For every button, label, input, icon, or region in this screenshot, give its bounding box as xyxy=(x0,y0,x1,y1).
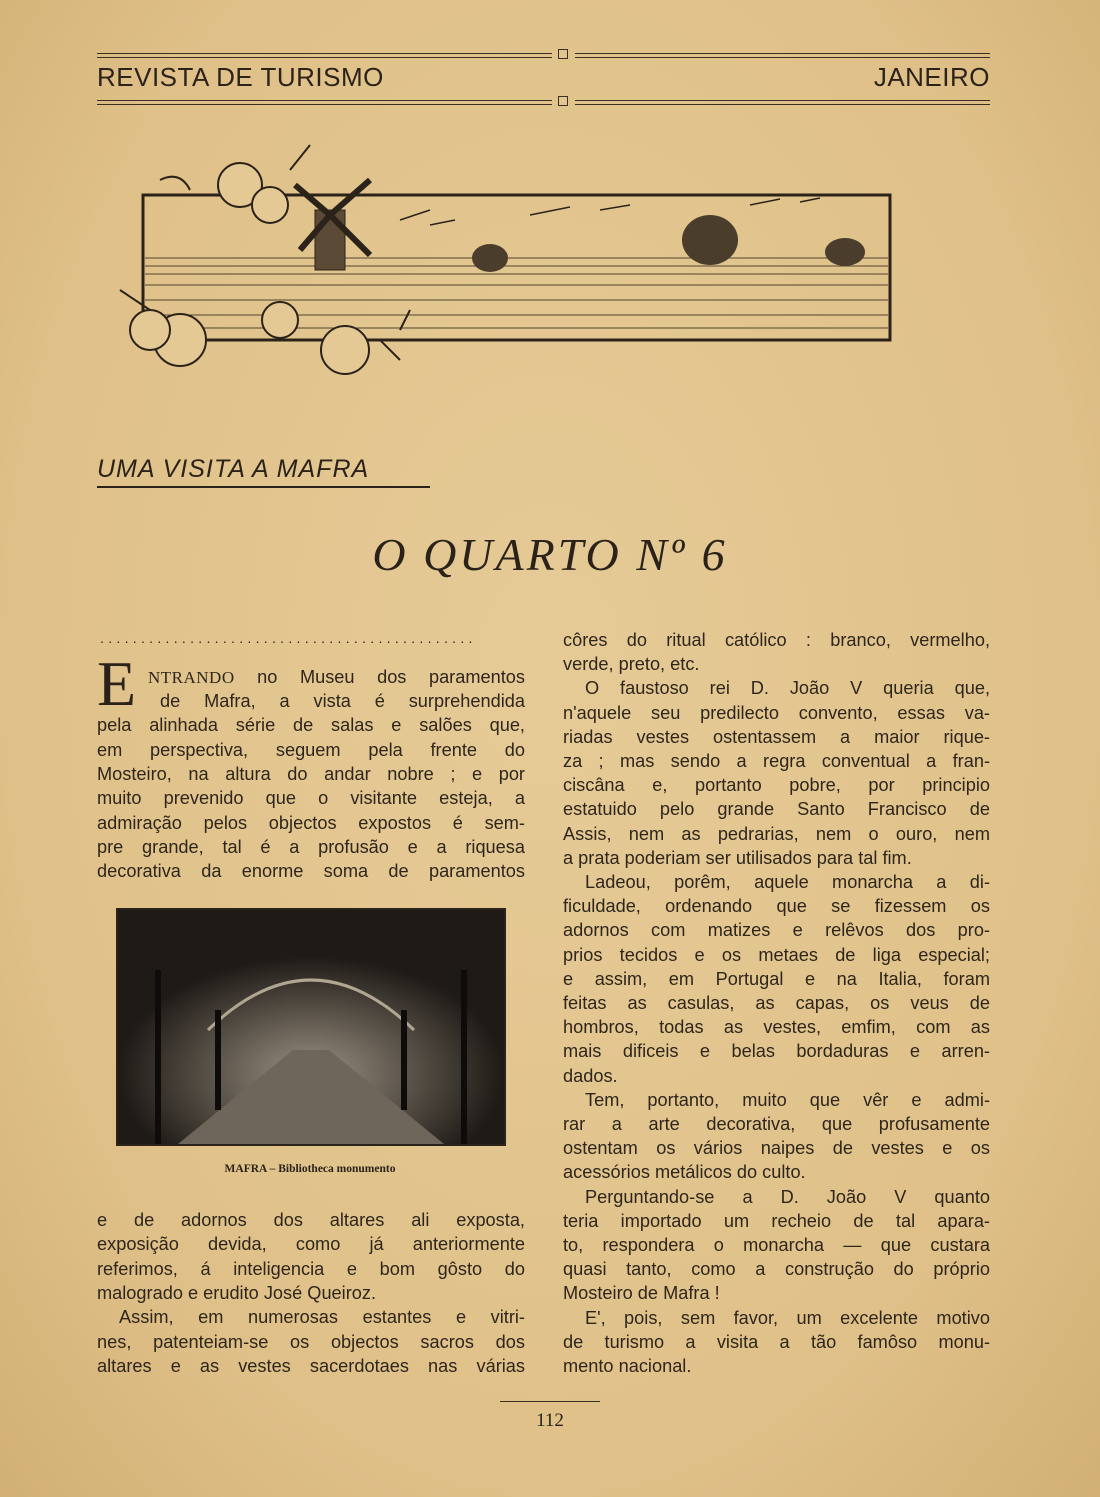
article-line: teria importado um recheio de tal apara- xyxy=(563,1210,990,1231)
article-line: estatuido pelo grande Santo Francisco de xyxy=(563,799,990,820)
article-title: O QUARTO Nº 6 xyxy=(372,529,728,580)
article-line: Ladeou, porêm, aquele monarcha a di- xyxy=(585,872,990,892)
page-number: 112 xyxy=(536,1410,564,1431)
article-line: nes, patenteiam-se os objectos sacros dos xyxy=(97,1331,525,1352)
library-photo xyxy=(116,908,506,1146)
article-line: de turismo a visita a tão famôso monu- xyxy=(563,1331,990,1352)
article-line: Tem, portanto, muito que vêr e admi- xyxy=(585,1089,990,1110)
article-line: ostentam os vários naipes de vestes e os xyxy=(563,1138,990,1159)
small-caps-lead: NTRANDO xyxy=(148,668,235,687)
figure-caption: MAFRA – Bibliotheca monumento xyxy=(224,1163,396,1175)
article-line: admiração pelos objectos expostos é sem- xyxy=(97,812,525,833)
article-line: Mosteiro de Mafra ! xyxy=(563,1283,720,1304)
article-line: malogrado e erudito José Queiroz. xyxy=(97,1282,377,1303)
article-line: mento nacional. xyxy=(563,1356,692,1376)
article-line: riadas vestes ostentassem a maior rique- xyxy=(563,726,990,747)
article-line: O faustoso rei D. João V queria que, xyxy=(585,678,990,699)
article-line: ciscâna e, portanto pobre, por principio xyxy=(563,775,990,796)
library-hall-image xyxy=(118,910,504,1144)
article-line: rar a arte decorativa, que profusamente xyxy=(563,1114,990,1134)
dotted-separator: .............................................. xyxy=(100,630,477,646)
landscape-illustration xyxy=(100,140,900,400)
article-line: de Mafra, a vista é surprehendida xyxy=(160,691,525,711)
article-line: acessórios metálicos do culto. xyxy=(563,1162,806,1183)
article-line: Perguntando-se a D. João V quanto xyxy=(585,1186,990,1207)
article-line: e de adornos dos altares ali exposta, xyxy=(97,1210,525,1230)
article-line: muito prevenido que o visitante esteja, a xyxy=(97,788,525,809)
drop-cap: E xyxy=(97,648,137,719)
article-line: Assim, em numerosas estantes e vitri- xyxy=(119,1307,525,1328)
article-line: mais dificeis e belas bordaduras e arren- xyxy=(563,1041,990,1062)
ornament-square xyxy=(558,96,568,106)
article-line: E', pois, sem favor, um excelente motivo xyxy=(585,1307,990,1328)
article-line: exposição devida, como já anteriormente xyxy=(97,1234,525,1255)
issue-month: JANEIRO xyxy=(873,62,990,92)
article-line: em perspectiva, seguem pela frente do xyxy=(97,739,525,760)
magazine-title: REVISTA DE TURISMO xyxy=(97,62,384,92)
header-rule-bottom-right xyxy=(575,100,990,105)
article-line: ficuldade, ordenando que se fizessem os xyxy=(563,896,990,917)
article-line: Mosteiro, na altura do andar nobre ; e por xyxy=(97,763,525,784)
article-line: a prata poderiam ser utilisados para tal fim. xyxy=(563,847,912,868)
article-line: pre grande, tal é a profusão e a riquesa xyxy=(97,836,525,857)
section-title: UMA VISITA A MAFRA xyxy=(97,455,430,488)
article-line: dados. xyxy=(563,1065,618,1086)
article-line: pela alinhada série de salas e salões que, xyxy=(97,715,525,736)
article-line: referimos, á inteligencia e bom gôsto do xyxy=(97,1258,525,1279)
article-line: za ; mas sendo a regra conventual a fran- xyxy=(563,751,990,771)
header-rule-top-right xyxy=(575,53,990,58)
article-line: feitas as casulas, as capas, os veus de xyxy=(563,993,990,1013)
article-line xyxy=(148,665,525,689)
header-rule-top-left xyxy=(97,53,552,58)
page-number-rule xyxy=(500,1401,600,1402)
article-line: altares e as vestes sacerdotaes nas várias xyxy=(97,1355,525,1376)
article-line: prios tecidos e os metaes de liga especial; xyxy=(563,944,990,965)
header-rule-bottom-left xyxy=(97,100,552,105)
article-line: n'aquele seu predilecto convento, essas va- xyxy=(563,702,990,723)
article-line: verde, preto, etc. xyxy=(563,654,700,675)
ornament-square xyxy=(558,49,568,59)
first-line-text: no Museu dos paramentos xyxy=(234,667,525,687)
article-line: e assim, em Portugal e na Italia, foram xyxy=(563,968,990,989)
article-line: to, respondera o monarcha — que custara xyxy=(563,1235,990,1255)
article-line: adornos com matizes e relêvos dos pro- xyxy=(563,920,990,941)
article-line: decorativa da enorme soma de paramentos xyxy=(97,861,525,882)
article-line: quasi tanto, como a construção do próprio xyxy=(563,1259,990,1280)
article-line: Assis, nem as pedrarias, nem o ouro, nem xyxy=(563,823,990,844)
article-line: côres do ritual católico : branco, vermelho, xyxy=(563,630,990,650)
article-line: hombros, todas as vestes, emfim, com as xyxy=(563,1017,990,1038)
